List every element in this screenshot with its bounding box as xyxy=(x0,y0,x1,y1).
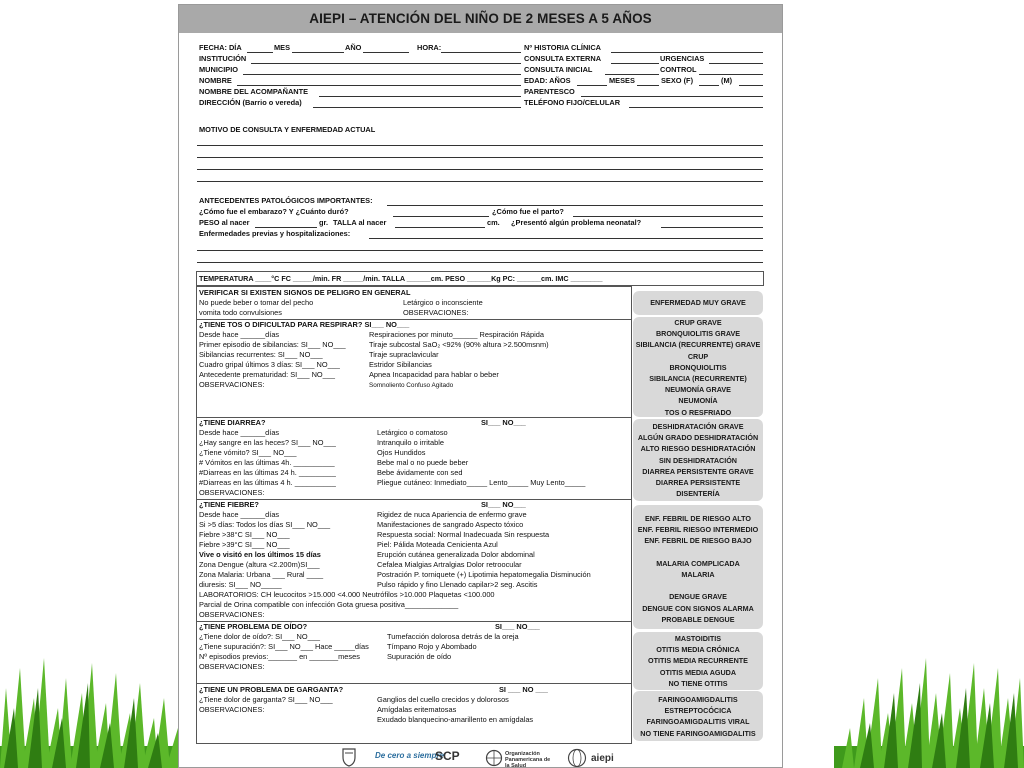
diagnosis-label xyxy=(633,580,763,591)
fiebre-item: Cefalea Mialgias Artralgias Dolor retroocular xyxy=(377,560,522,569)
enfermedades-label: Enfermedades previas y hospitalizaciones: xyxy=(199,229,351,238)
peligro-item: No puede beber o tomar del pecho xyxy=(199,298,314,307)
sexo-m-label: (M) xyxy=(721,76,733,85)
hora-label: HORA: xyxy=(417,43,442,52)
diagnosis-label: DENGUE CON SIGNOS ALARMA xyxy=(642,603,754,613)
fiebre-item: Erupción cutánea generalizada Dolor abdominal xyxy=(377,550,535,559)
diagnosis-label: ENFERMEDAD MUY GRAVE xyxy=(650,298,746,307)
peligro-title: VERIFICAR SI EXISTEN SIGNOS DE PELIGRO EN GENERAL xyxy=(199,288,411,297)
parto-label: ¿Cómo fue el parto? xyxy=(492,207,564,216)
diarrea-item: Intranquilo o irritable xyxy=(377,438,444,447)
consulta-inicial-label: CONSULTA INICIAL xyxy=(524,65,593,74)
fiebre-observaciones: OBSERVACIONES: xyxy=(199,610,265,619)
respirar-item: Tiraje supraclavicular xyxy=(369,350,439,359)
peso-unit: gr. xyxy=(319,218,329,227)
diagnosis-garganta xyxy=(633,691,763,741)
fiebre-item: Si >5 días: Todos los días SI___ NO___ xyxy=(199,520,331,529)
oido-item: Tumefacción dolorosa detrás de la oreja xyxy=(387,632,519,641)
diagnosis-label: TOS O RESFRIADO xyxy=(664,407,732,417)
oido-si-no: SI___ NO___ xyxy=(495,622,540,631)
embarazo-label: ¿Cómo fue el embarazo? Y ¿Cuánto duró? xyxy=(199,207,349,216)
fiebre-item: Pulso rápido y fino Llenado capilar>2 seg. Ascitis xyxy=(377,580,538,589)
diagnosis-label: MASTOIDITIS xyxy=(674,634,722,643)
ops-globe-icon xyxy=(485,749,503,767)
fiebre-item: Piel: Pálida Moteada Cenicienta Azul xyxy=(377,540,498,549)
diarrea-title: ¿TIENE DIARREA? xyxy=(199,418,266,427)
respirar-item: Somnoliento Confuso Agitado xyxy=(369,382,454,389)
diagnosis-label: ALTO RIESGO DESHIDRATACIÓN xyxy=(640,444,756,454)
diarrea-item: #Diarreas en las últimas 4 h. __________ xyxy=(199,478,336,487)
fiebre-item: Vive o visitó en los últimos 15 días xyxy=(199,550,321,559)
diagnosis-label: ALGÚN GRADO DESHIDRATACIÓN xyxy=(637,433,759,443)
footer-logos xyxy=(179,747,782,768)
respirar-item: Sibilancias recurrentes: SI___ NO___ xyxy=(199,350,323,359)
fiebre-item: Zona Malaria: Urbana ___ Rural ____ xyxy=(199,570,324,579)
peso-nacer-label: PESO al nacer xyxy=(199,218,250,227)
diarrea-item: #Diarreas en las últimas 24 h. _________ xyxy=(199,468,336,477)
fecha-ano-label: AÑO xyxy=(345,43,362,52)
diagnosis-label: DISENTERÍA xyxy=(676,489,720,499)
logo-ops: Organización Panamericana de la Salud xyxy=(505,751,551,768)
diagnosis-label: BRONQUIOLITIS GRAVE xyxy=(655,329,741,339)
diarrea-observaciones: OBSERVACIONES: xyxy=(199,488,265,497)
diagnosis-label: SIN DESHIDRATACIÓN xyxy=(659,455,737,465)
logo-aiepi: aiepi xyxy=(591,753,614,764)
garganta-item: ¿Tiene dolor de garganta? SI___ NO___ xyxy=(199,695,333,704)
fecha-mes-label: MES xyxy=(274,43,291,52)
diagnosis-label: PROBABLE DENGUE xyxy=(661,614,735,624)
diagnosis-respirar xyxy=(633,317,763,417)
diagnosis-fiebre xyxy=(633,505,763,629)
garganta-title: ¿TIENE UN PROBLEMA DE GARGANTA? xyxy=(199,685,344,694)
fecha-dia-label: FECHA: DÍA xyxy=(199,43,242,52)
fiebre-laboratorios: LABORATORIOS: CH leucocitos >15.000 <4.000 Neutrófilos >10.000 Plaquetas <100.000 xyxy=(199,590,495,599)
diarrea-si-no: SI___ NO___ xyxy=(481,418,526,427)
urgencias-label: URGENCIAS xyxy=(660,54,705,63)
garganta-si-no: SI ___ NO ___ xyxy=(499,685,548,694)
diagnosis-label: DIARREA PERSISTENTE GRAVE xyxy=(642,466,754,476)
fiebre-title: ¿TIENE FIEBRE? xyxy=(199,500,259,509)
fiebre-item: Fiebre >39°C SI___ NO___ xyxy=(199,540,290,549)
historia-clinica-label: Nº HISTORIA CLÍNICA xyxy=(524,43,602,52)
talla-unit: cm. xyxy=(487,218,500,227)
grass-right-decoration xyxy=(834,628,1024,768)
garganta-item: Ganglios del cuello crecidos y dolorosos xyxy=(377,695,509,704)
respirar-item: Tiraje subcostal SaO₂ <92% (90% altura >2.500msnm) xyxy=(369,340,549,349)
fiebre-item: Zona Dengue (altura <2.200m)SI___ xyxy=(199,560,320,569)
peligro-observaciones: OBSERVACIONES: xyxy=(403,308,469,317)
fiebre-si-no: SI___ NO___ xyxy=(481,500,526,509)
diarrea-item: Pliegue cutáneo: Inmediato_____ Lento_____ Muy Lento_____ xyxy=(377,478,586,487)
oido-title: ¿TIENE PROBLEMA DE OÍDO? xyxy=(199,622,308,631)
diagnosis-label xyxy=(633,547,763,558)
edad-anos-label: EDAD: AÑOS xyxy=(524,76,571,85)
diagnosis-label: OTITIS MEDIA RECURRENTE xyxy=(648,656,748,666)
oido-item: Nº episodios previos:_______ en _______meses xyxy=(199,652,360,661)
antecedentes-label: ANTECEDENTES PATOLÓGICOS IMPORTANTES: xyxy=(199,196,373,205)
diagnosis-label: ENF. FEBRIL DE RIESGO BAJO xyxy=(644,536,752,546)
diagnosis-label: OTITIS MEDIA CRÓNICA xyxy=(656,645,740,655)
diagnosis-oido xyxy=(633,632,763,690)
diagnosis-label: NEUMONÍA xyxy=(678,396,718,406)
diagnosis-label: NO TIENE FARINGOAMIGDALITIS xyxy=(640,728,756,738)
diagnosis-label: DIARREA PERSISTENTE xyxy=(655,478,741,488)
garganta-item: Exudado blanquecino-amarillento en amígdalas xyxy=(377,715,534,724)
fiebre-item: Rigidez de nuca Apariencia de enfermo grave xyxy=(377,510,527,519)
logo-scp: SCP xyxy=(435,749,460,763)
neonatal-label: ¿Presentó algún problema neonatal? xyxy=(511,218,642,227)
respirar-item: Cuadro gripal últimos 3 días: SI___ NO___ xyxy=(199,360,340,369)
respirar-item: Estridor Sibilancias xyxy=(369,360,432,369)
oido-item: ¿Tiene supuración?: SI___ NO___ Hace _____días xyxy=(199,642,369,651)
telefono-label: TELÉFONO FIJO/CELULAR xyxy=(524,98,621,107)
fiebre-item: Manifestaciones de sangrado Aspecto tóxico xyxy=(377,520,524,529)
oido-observaciones: OBSERVACIONES: xyxy=(199,662,265,671)
motivo-label: MOTIVO DE CONSULTA Y ENFERMEDAD ACTUAL xyxy=(199,125,376,134)
diagnosis-label: DESHIDRATACIÓN GRAVE xyxy=(652,422,744,431)
diagnosis-label: SIBILANCIA (RECURRENTE) xyxy=(649,374,747,384)
respirar-item: Antecedente prematuridad: SI___ NO___ xyxy=(199,370,335,379)
institucion-label: INSTITUCIÓN xyxy=(199,54,247,63)
edad-meses-label: MESES xyxy=(609,76,635,85)
peligro-item: vomita todo convulsiones xyxy=(199,308,282,317)
diarrea-item: Bebe mal o no puede beber xyxy=(377,458,469,467)
respirar-item: Primer episodio de sibilancias: SI___ NO___ xyxy=(199,340,346,349)
parentesco-label: PARENTESCO xyxy=(524,87,575,96)
garganta-item: Amígdalas eritematosas xyxy=(377,705,457,714)
acompanante-label: NOMBRE DEL ACOMPAÑANTE xyxy=(199,87,309,96)
diagnosis-label: NEUMONÍA GRAVE xyxy=(665,385,731,395)
diarrea-item: ¿Tiene vómito? SI___ NO___ xyxy=(199,448,297,457)
fiebre-item: Respuesta social: Normal Inadecuada Sin respuesta xyxy=(377,530,550,539)
direccion-label: DIRECCIÓN (Barrio o vereda) xyxy=(199,98,302,107)
oido-item: ¿Tiene dolor de oído?: SI___ NO___ xyxy=(199,632,320,641)
nombre-label: NOMBRE xyxy=(199,76,232,85)
diagnosis-label: NO TIENE OTITIS xyxy=(668,678,728,688)
fiebre-item: Fiebre >38°C SI___ NO___ xyxy=(199,530,290,539)
diagnosis-label: DENGUE GRAVE xyxy=(669,592,727,602)
consulta-externa-label: CONSULTA EXTERNA xyxy=(524,54,602,63)
diagnosis-diarrea xyxy=(633,419,763,501)
diarrea-item: # Vómitos en las últimas 4h. __________ xyxy=(199,458,335,467)
respirar-item: Respiraciones por minuto______ Respiración Rápida xyxy=(369,330,545,339)
fiebre-item: diuresis: SI___ NO_____ xyxy=(199,580,282,589)
logo-de-cero-a-siempre: De cero a siempre xyxy=(375,751,444,760)
vitals-row: TEMPERATURA ____°C FC _____/min. FR _____/min. TALLA ______cm. PESO ______Kg PC: ______cm. IMC ________ xyxy=(199,274,603,283)
diagnosis-label: ENF. FEBRIL DE RIESGO ALTO xyxy=(645,514,751,523)
garganta-observaciones: OBSERVACIONES: xyxy=(199,705,265,714)
form-title: AIEPI – ATENCIÓN DEL NIÑO DE 2 MESES A 5 AÑOS xyxy=(179,5,782,33)
diagnosis-label: ENF. FEBRIL RIESGO INTERMEDIO xyxy=(637,525,759,535)
diagnosis-label: CRUP xyxy=(687,351,709,361)
peligro-item: Letárgico o inconsciente xyxy=(403,298,483,307)
diagnosis-label: SIBILANCIA (RECURRENTE) GRAVE xyxy=(635,340,761,350)
oido-item: Tímpano Rojo y Abombado xyxy=(387,642,477,651)
diarrea-item: ¿Hay sangre en las heces? SI___ NO___ xyxy=(199,438,336,447)
diagnosis-label: MALARIA xyxy=(681,570,715,580)
diagnosis-peligro xyxy=(633,291,763,315)
diagnosis-label: BRONQUIOLITIS xyxy=(669,362,727,372)
aiepi-form xyxy=(178,4,783,768)
control-label: CONTROL xyxy=(660,65,697,74)
colombia-shield-icon xyxy=(341,747,357,767)
fiebre-laboratorios: Parcial de Orina compatible con infección Gota gruesa positiva_____________ xyxy=(199,600,459,609)
diarrea-item: Bebe ávidamente con sed xyxy=(377,468,463,477)
respirar-observaciones: OBSERVACIONES: xyxy=(199,380,265,389)
diagnosis-label: FARINGOAMIGDALITIS VIRAL xyxy=(646,717,750,727)
respirar-item: Desde hace ______días xyxy=(199,330,280,339)
diarrea-item: Desde hace ______días xyxy=(199,428,280,437)
diarrea-item: Letárgico o comatoso xyxy=(377,428,448,437)
respirar-item: Apnea Incapacidad para hablar o beber xyxy=(369,370,499,379)
diagnosis-label: ESTREPTOCÓCICA xyxy=(664,706,732,716)
fiebre-item: Desde hace ______días xyxy=(199,510,280,519)
aiepi-globe-icon xyxy=(567,748,587,768)
fiebre-item: Postración P. torniquete (+) Lipotimia hepatomegalia Disminución xyxy=(377,570,591,579)
talla-nacer-label: TALLA al nacer xyxy=(333,218,387,227)
grass-left-decoration xyxy=(0,628,190,768)
diagnosis-label: MALARIA COMPLICADA xyxy=(656,558,740,568)
diagnosis-label: CRUP GRAVE xyxy=(674,318,722,327)
municipio-label: MUNICIPIO xyxy=(199,65,239,74)
diagnosis-label: FARINGOAMIGDALITIS xyxy=(658,695,738,704)
oido-item: Supuración de oído xyxy=(387,652,452,661)
diagnosis-label: OTITIS MEDIA AGUDA xyxy=(659,667,737,677)
respirar-title: ¿TIENE TOS O DIFICULTAD PARA RESPIRAR? SI___ NO___ xyxy=(199,320,410,329)
diarrea-item: Ojos Hundidos xyxy=(377,448,426,457)
sexo-f-label: SEXO (F) xyxy=(661,76,694,85)
